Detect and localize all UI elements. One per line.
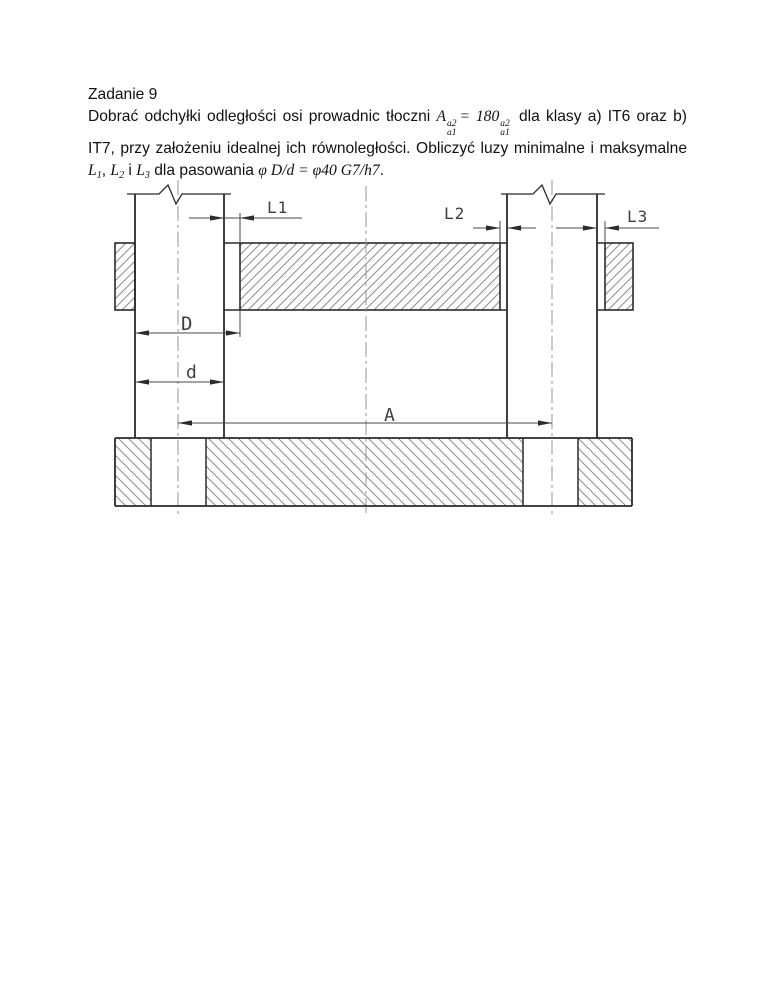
clearance-symbol-l3: $L_3$ xyxy=(136,162,150,181)
axis-distance-formula: A a2 a1 = 180 a2 a1 xyxy=(436,108,510,138)
arrowhead xyxy=(605,225,619,230)
dimension-L1 xyxy=(189,198,302,243)
arrowhead xyxy=(210,379,224,384)
arrowhead xyxy=(135,379,149,384)
break-symbol-right xyxy=(501,185,605,204)
sentence-period: . xyxy=(379,162,385,179)
arrowhead xyxy=(486,225,500,230)
task-heading: Zadanie 9 xyxy=(88,86,158,103)
dimensions xyxy=(135,198,659,426)
dimension-L2 xyxy=(444,204,536,243)
bushing-collar-left xyxy=(115,243,135,310)
break-symbol-left xyxy=(127,185,231,204)
base-hole-right xyxy=(523,438,578,506)
arrowhead xyxy=(240,215,254,220)
top-plate xyxy=(240,243,500,310)
arrowhead xyxy=(538,420,552,425)
bushing-collar-right xyxy=(605,243,633,310)
clearance-symbol-l2: $L_2$ xyxy=(110,162,125,181)
dimension-L3 xyxy=(556,207,659,243)
dimension-label-A: A xyxy=(384,405,396,426)
separator-comma: , xyxy=(101,162,107,179)
arrowhead xyxy=(135,330,149,335)
dimension-label-L3: L3 xyxy=(627,207,649,226)
axis-formula-indices: a2 a1 xyxy=(447,119,457,138)
arrowhead xyxy=(178,420,192,425)
arrowhead xyxy=(583,225,597,230)
task-text-2: dla klasy a) IT6 oraz b) IT7, przy założeniu idealnej ich równoległości. Obliczyć luzy minimalne i maksymalne xyxy=(88,108,687,157)
dimension-label-d: d xyxy=(186,362,198,383)
task-text-1: Dobrać odchyłki odległości osi prowadnic tłoczni xyxy=(88,108,431,125)
top-plate-assembly xyxy=(115,243,633,310)
conjunction: i xyxy=(128,162,132,179)
dimension-label-L2: L2 xyxy=(444,204,466,223)
dimension-A xyxy=(178,405,552,426)
clearance-symbol-l1: $L_1$ xyxy=(88,162,102,181)
fit-formula: φ D/d = φ40 G7/h7 xyxy=(258,162,380,179)
guide-column-left xyxy=(135,194,224,438)
arrowhead xyxy=(210,215,224,220)
dimension-label-L1: L1 xyxy=(267,198,289,217)
axis-value-indices: a2 a1 xyxy=(500,119,510,138)
task-text-3: dla pasowania xyxy=(154,162,254,179)
arrowhead xyxy=(226,330,240,335)
dimension-d xyxy=(135,362,224,385)
arrowhead xyxy=(507,225,521,230)
base-plate xyxy=(115,438,632,506)
dimension-label-D: D xyxy=(181,313,194,335)
